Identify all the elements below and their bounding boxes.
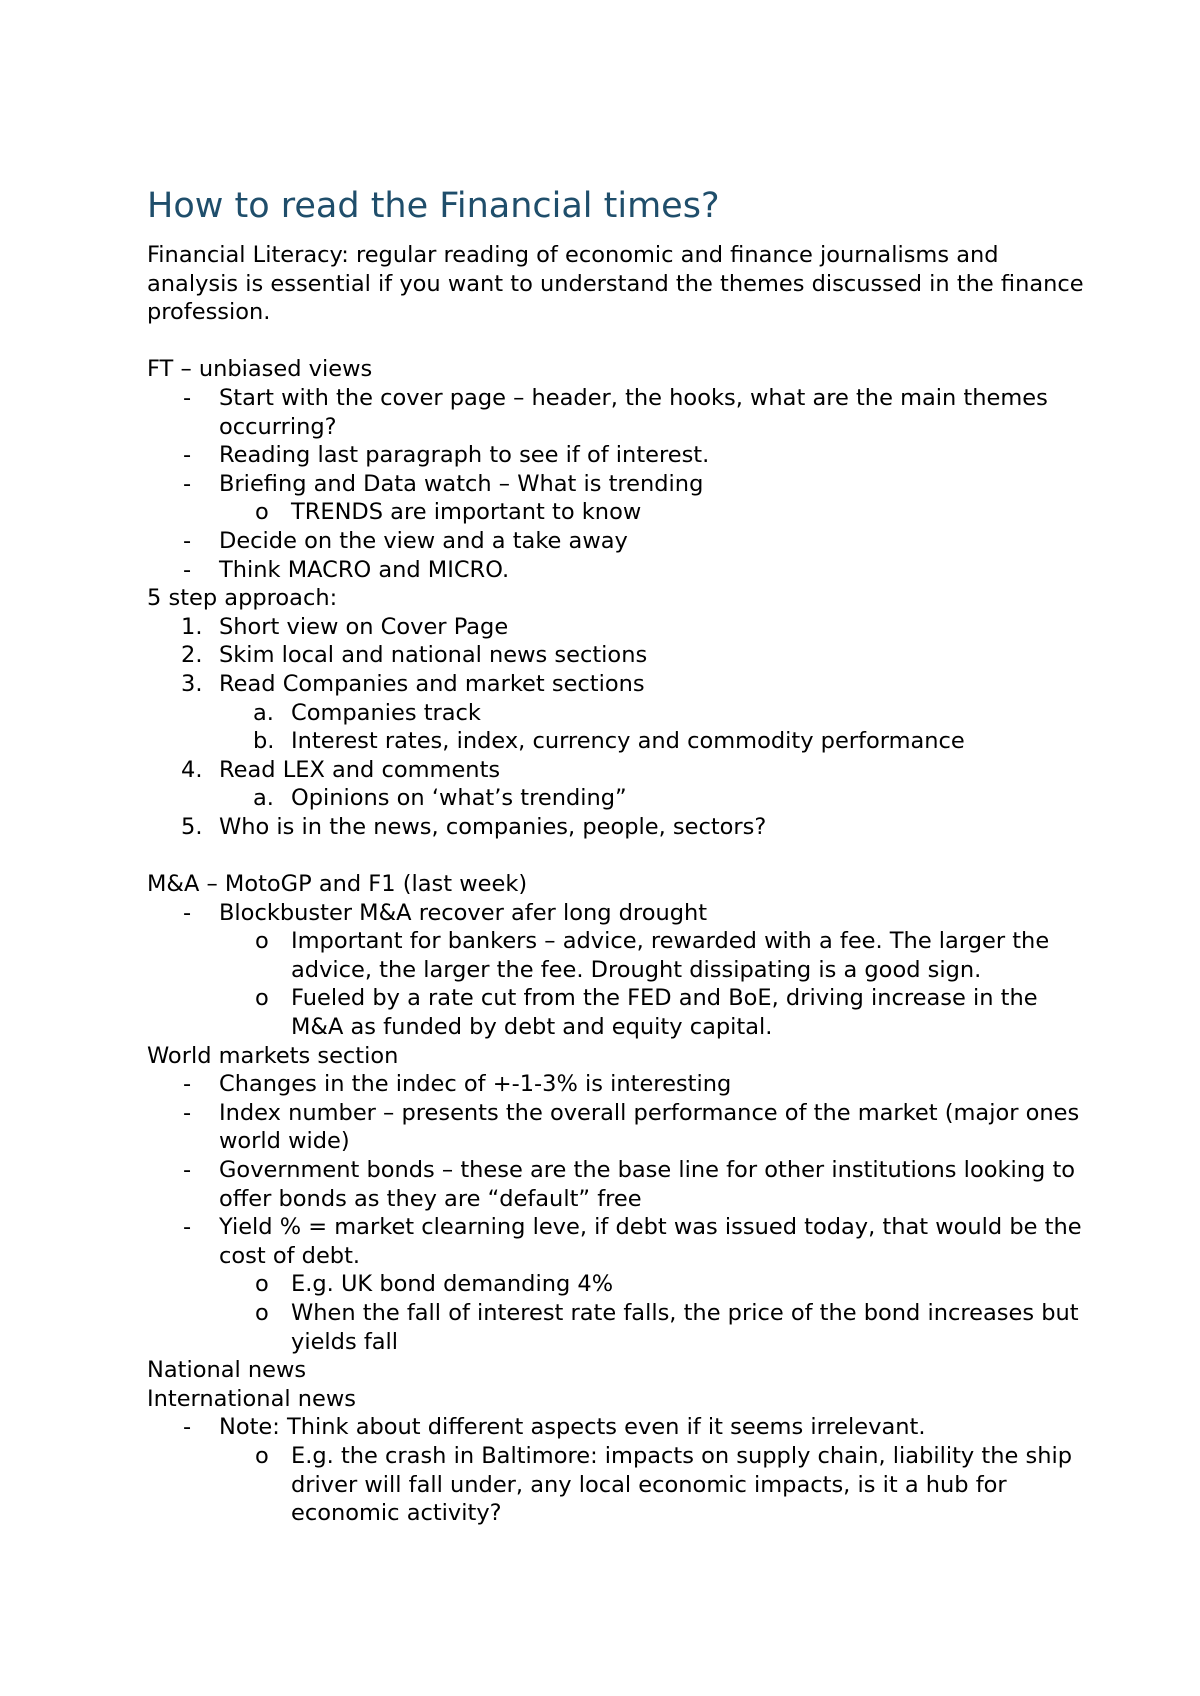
intro-paragraph: Financial Literacy: regular reading of economic and finance journalisms and analysis is essential if you want to understand the themes discussed in the finance profession. [147, 242, 1084, 326]
dash-bullet: - [183, 1071, 192, 1098]
sub-list-item: o Fueled by a rate cut from the FED and BoE, driving increase in the M&A as funded by debt and equity capital. [255, 985, 1038, 1041]
number-marker: 4. [181, 756, 203, 783]
circle-bullet: o [255, 1299, 269, 1326]
page-title: How to read the Financial times? [147, 186, 720, 226]
sub-list-item: o When the fall of interest rate falls, the price of the bond increases but yields fall [255, 1299, 1079, 1355]
dash-bullet: - [183, 1157, 192, 1183]
lettered-item: a. Opinions on ‘what’s trending” [253, 785, 627, 812]
sub-list-item: o TRENDS are important to know [255, 499, 642, 526]
dash-bullet: - [183, 1099, 192, 1126]
circle-bullet: o [255, 985, 269, 1012]
circle-bullet: o [255, 928, 269, 955]
numbered-item: 2. Skim local and national news sections [181, 642, 648, 669]
list-item: - Government bonds – these are the base line for other institutions looking to offer bonds as they are “default” free [183, 1157, 1076, 1212]
sub-list-item: o E.g. UK bond demanding 4% [255, 1271, 614, 1298]
circle-bullet: o [255, 499, 269, 526]
numbered-item: 3. Read Companies and market sections [181, 670, 645, 697]
lettered-item: b. Interest rates, index, currency and commodity performance [253, 728, 965, 755]
list-item: - Briefing and Data watch – What is trending [183, 470, 704, 497]
lettered-item: a. Companies track [253, 699, 481, 726]
world-markets-heading: World markets section [147, 1042, 399, 1069]
national-news-heading: National news [147, 1357, 307, 1384]
numbered-item: 4. Read LEX and comments [181, 756, 501, 783]
circle-bullet: o [255, 1442, 269, 1469]
list-item: - Decide on the view and a take away [183, 527, 628, 554]
list-item: - Start with the cover page – header, the hooks, what are the main themes occurring? [183, 384, 1048, 440]
dash-bullet: - [183, 470, 192, 497]
dash-bullet: - [183, 1214, 192, 1241]
document-body [147, 241, 1087, 1528]
numbered-item: 1. Short view on Cover Page [181, 613, 509, 640]
dash-bullet: - [183, 442, 192, 469]
dash-bullet: - [183, 899, 192, 926]
spacer [147, 327, 1087, 356]
number-marker: 2. [181, 642, 203, 669]
list-item: - Note: Think about different aspects even if it seems irrelevant. [183, 1414, 926, 1441]
dash-bullet: - [183, 1414, 192, 1441]
sub-list-item: o E.g. the crash in Baltimore: impacts on supply chain, liability the ship driver will fall under, any local economic impacts, is it a hub for economic activity? [255, 1442, 1072, 1527]
list-item: - Think MACRO and MICRO. [183, 556, 510, 583]
ma-heading: M&A – MotoGP and F1 (last week) [147, 871, 528, 898]
dash-bullet: - [183, 556, 192, 583]
number-marker: 1. [181, 613, 203, 640]
letter-marker: b. [253, 728, 275, 755]
letter-marker: a. [253, 699, 274, 726]
list-item: - Yield % = market clearning leve, if debt was issued today, that would be the cost of debt. [183, 1214, 1082, 1269]
letter-marker: a. [253, 785, 274, 812]
dash-bullet: - [183, 527, 192, 554]
document-page [147, 186, 1087, 1528]
list-item: - Blockbuster M&A recover afer long drought [183, 899, 708, 926]
sub-list-item: o Important for bankers – advice, rewarded with a fee. The larger the advice, the larger the fee. Drought dissipating is a good sign. [255, 928, 1050, 983]
international-news-heading: International news [147, 1385, 356, 1412]
dash-bullet: - [183, 384, 192, 411]
numbered-item: 5. Who is in the news, companies, people, sectors? [181, 813, 767, 840]
list-item: - Index number – presents the overall performance of the market (major ones world wide) [183, 1099, 1080, 1155]
number-marker: 3. [181, 670, 203, 697]
steps-heading: 5 step approach: [147, 585, 338, 612]
ft-heading: FT – unbiased views [147, 356, 373, 383]
list-item: - Changes in the indec of +-1-3% is interesting [183, 1071, 732, 1098]
number-marker: 5. [181, 813, 203, 840]
spacer [147, 841, 1087, 870]
circle-bullet: o [255, 1271, 269, 1298]
list-item: - Reading last paragraph to see if of interest. [183, 442, 710, 469]
